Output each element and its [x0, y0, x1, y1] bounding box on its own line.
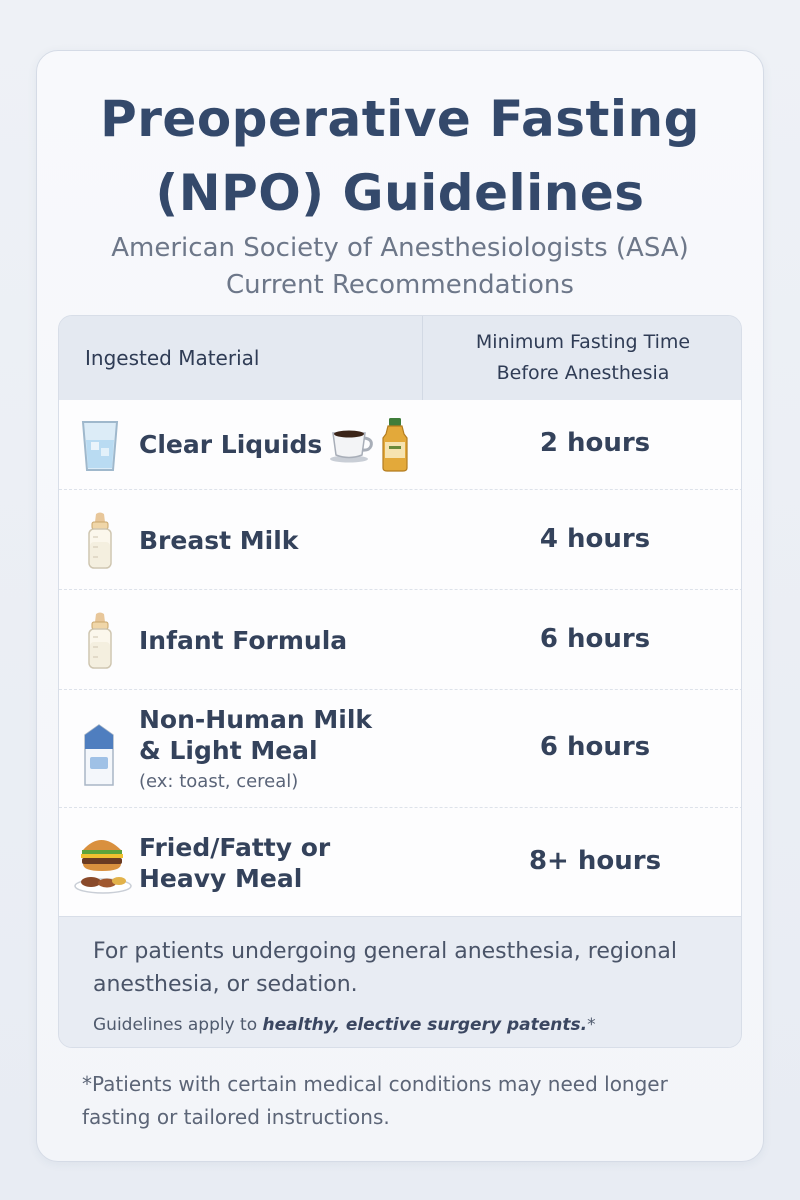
title-line-2: (NPO) Guidelines — [155, 164, 645, 222]
label-line-1: Fried/Fatty or — [139, 833, 331, 862]
page-title — [0, 82, 800, 230]
row-sublabel: (ex: toast, cereal) — [139, 771, 299, 792]
footer-note: *Patients with certain medical conditions may need longer fasting or tailored instructions. — [82, 1072, 668, 1129]
row-time: 6 hours — [539, 624, 651, 654]
row-label-breast-milk: Breast Milk — [139, 526, 299, 555]
header-ingested-material: Ingested Material — [59, 316, 423, 400]
header-right-line-1: Minimum Fasting Time — [475, 331, 691, 353]
table-row — [59, 590, 742, 690]
row-time: 2 hours — [539, 428, 651, 458]
baby-bottle-icon — [85, 512, 115, 570]
water-glass-icon — [77, 418, 123, 474]
label-line-2: Heavy Meal — [139, 864, 303, 893]
baby-bottle-icon — [85, 612, 115, 670]
note-small-emphasis: healthy, elective surgery patents. — [262, 1015, 588, 1035]
milk-carton-icon — [79, 723, 119, 787]
subtitle — [0, 230, 800, 304]
row-label-non-human-milk — [139, 704, 372, 796]
subtitle-line-1: American Society of Anesthesiologists (ASA) — [111, 233, 689, 263]
patient-note — [59, 916, 742, 1048]
table-row — [59, 690, 742, 808]
row-time: 4 hours — [539, 524, 651, 554]
title-line-1: Preoperative Fasting — [100, 90, 700, 148]
row-label-clear-liquids: Clear Liquids — [139, 430, 323, 459]
note-small-prefix: Guidelines apply to — [93, 1015, 263, 1035]
label-line-2: & Light Meal — [139, 736, 318, 765]
header-minimum-fasting-time — [423, 316, 742, 400]
note-main-text: For patients undergoing general anesthesia, regional anesthesia, or sedation. — [93, 939, 677, 997]
table-row — [59, 400, 742, 490]
table-row — [59, 808, 742, 916]
row-time: 8+ hours — [528, 846, 662, 876]
header-right-line-2: Before Anesthesia — [496, 362, 670, 384]
coffee-cup-icon — [329, 427, 375, 463]
row-label-heavy-meal — [139, 832, 330, 894]
table-header — [59, 316, 742, 400]
burger-plate-icon — [71, 828, 133, 896]
label-line-1: Non-Human Milk — [139, 705, 373, 734]
subtitle-line-2: Current Recommendations — [226, 270, 574, 300]
row-time: 6 hours — [539, 732, 651, 762]
fasting-table — [58, 315, 742, 1048]
row-label-infant-formula: Infant Formula — [139, 626, 348, 655]
note-small-text — [93, 1015, 711, 1035]
table-row — [59, 490, 742, 590]
juice-bottle-icon — [381, 416, 409, 472]
note-small-suffix: * — [587, 1015, 596, 1035]
